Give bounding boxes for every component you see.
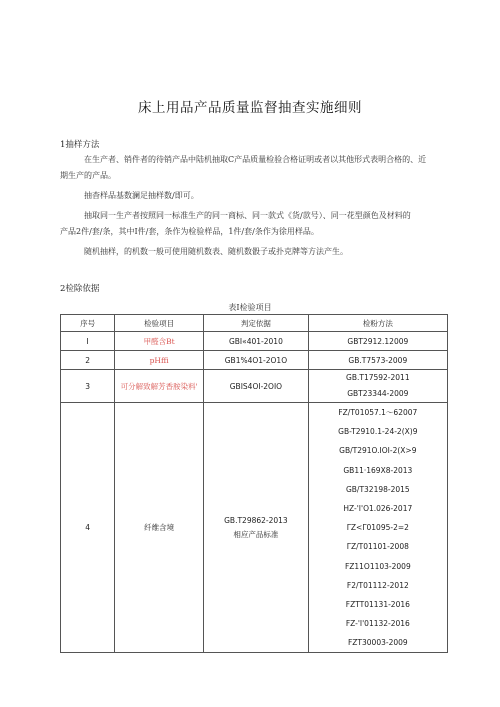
table-header-row	[61, 315, 448, 332]
paragraph-1-line-1: 在生产者、销件者的待销产品中陆机抽取C产品质量检验合格证明或者以其他形式表明合格的、近	[84, 155, 427, 164]
row-4-method: GB/T291O.IOI-2(X>9	[339, 446, 417, 456]
page-title: 床上用品产品质量监督抽查实施细则	[138, 100, 362, 116]
table-caption: 表I检验项目	[228, 303, 272, 312]
section-1-heading: 1抽样方法	[60, 140, 100, 150]
row-3-method-1: GB.T17592-2011	[346, 373, 410, 382]
table-row	[61, 370, 448, 403]
row-2-method: GB.T7573-2009	[308, 351, 447, 370]
row-1-method: GBT2912.12009	[308, 332, 447, 351]
table-row	[61, 351, 448, 370]
row-4-method: FZTT01131-2016	[345, 599, 410, 609]
row-4-method: ΓZ<Γ01095-2=2	[346, 523, 409, 533]
row-3-item: 可分解致解芳香胺染料'	[115, 370, 204, 403]
paragraph-2	[60, 188, 450, 204]
row-4-method: FZ/T01057.1〜62007	[338, 408, 418, 417]
paragraph-3-line-1: 抽取同一生产者按照同一标准生产的同一商标、同一款式《货/款号）、同一花型颜色及材料的	[84, 211, 411, 220]
row-4-method: FZ-'I'01132-2016	[345, 619, 410, 629]
paragraph-4-text: 随机抽样，的机数一般可使用随机数表、随机数骰子或扑克牌等方法产生。	[84, 247, 348, 256]
section-2-heading: 2检除依据	[60, 284, 100, 294]
paragraph-4	[60, 244, 450, 260]
row-2-item: pHffi	[115, 351, 204, 370]
row-1-basis: GBI«401-2010	[204, 332, 308, 351]
row-4-method: GB/T32198-2015	[345, 484, 410, 494]
row-3-method-2: GBT23344-2009	[347, 389, 409, 398]
row-4-method: FZT30003-2009	[347, 638, 408, 648]
row-1-no: I	[61, 332, 115, 351]
row-4-methods	[308, 403, 447, 653]
table-row	[61, 403, 448, 653]
paragraph-3-line-2: 产品2件/套/条，其中I件/套，条作为检验样品，1件/套/条作为徐用样品。	[60, 227, 319, 236]
row-4-basis-cell	[204, 403, 308, 653]
row-4-method: GB-T2910.1-24-2(X)9	[338, 427, 418, 437]
row-4-method: ΓZ/T01101-2008	[346, 542, 409, 552]
row-4-no: 4	[61, 403, 115, 653]
paragraph-1-line-2: 期生产的产品。	[60, 171, 116, 180]
paragraph-2-text: 抽杳样品基数澜足抽样数/即可。	[84, 191, 199, 200]
paragraph-1	[60, 152, 450, 184]
row-4-item: 纤维含境	[115, 403, 204, 653]
header-basis: 判定依据	[204, 315, 308, 332]
row-2-no: 2	[61, 351, 115, 370]
row-4-basis: GB.T29862-2013	[224, 515, 288, 525]
row-3-basis: GBIS4OI-2OIO	[204, 370, 308, 403]
row-2-basis: GB1%4O1-2O1O	[204, 351, 308, 370]
row-3-no: 3	[61, 370, 115, 403]
row-4-method: GB11·169X8-2013	[343, 465, 413, 475]
row-3-methods	[308, 370, 447, 403]
row-1-item: 甲醛含Bt	[115, 332, 204, 351]
paragraph-3	[60, 208, 450, 240]
row-4-method: FZ11O1103-2009	[344, 561, 411, 571]
row-4-basis-2: 相应产品标准	[233, 529, 279, 539]
inspection-items-table	[60, 314, 448, 653]
header-method: 检粉方法	[308, 315, 447, 332]
header-serial: 序号	[61, 315, 115, 332]
header-item: 检验项目	[115, 315, 204, 332]
table-row	[61, 332, 448, 351]
row-4-method: F2/T01112-2012	[346, 580, 409, 590]
row-4-method: HZ-'I'O1.026-2017	[343, 503, 413, 513]
